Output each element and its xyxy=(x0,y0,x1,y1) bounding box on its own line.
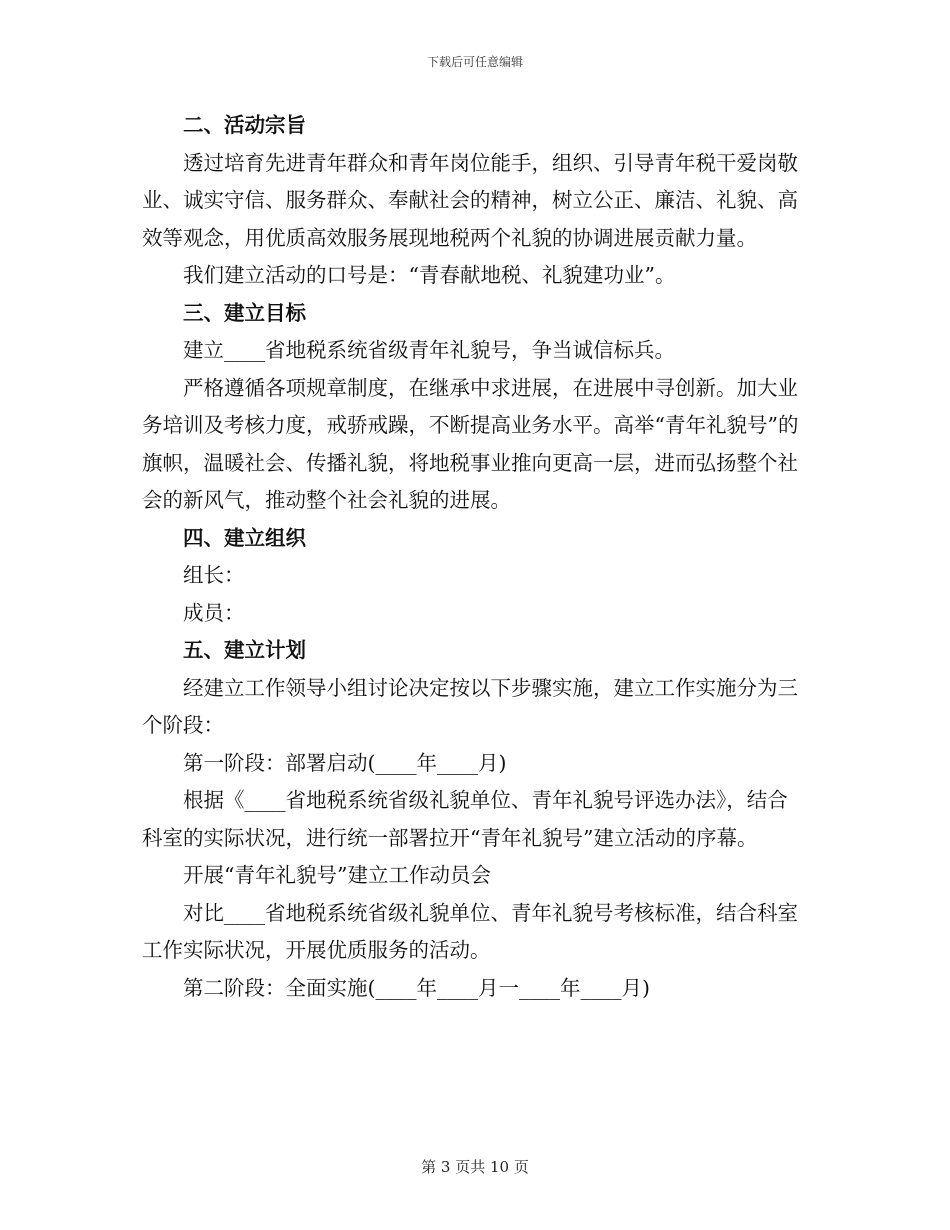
paragraph: 根据《____省地税系统省级礼貌单位、青年礼貌号评选办法》，结合科室的实际状况，进行统一部署拉开“青年礼貌号”建立活动的序幕。 xyxy=(142,788,788,850)
document-body xyxy=(142,107,802,1007)
paragraph: 经建立工作领导小组讨论决定按以下步骤实施，建立工作实施分为三个阶段： xyxy=(142,675,798,737)
paragraph: 我们建立活动的口号是：“青春献地税、礼貌建功业”。 xyxy=(183,263,676,287)
section-heading: 四、建立组织 xyxy=(183,525,306,550)
section-heading: 五、建立计划 xyxy=(183,638,306,662)
page-footer: 第 3 页共 10 页 xyxy=(421,1158,529,1176)
paragraph: 透过培育先进青年群众和青年岗位能手，组织、引导青年税干爱岗敬业、诚实守信、服务群众、奉献社会的精神，树立公正、廉洁、礼貌、高效等观念，用优质高效服务展现地税两个礼貌的协调进展贡献力量。 xyxy=(142,150,798,250)
paragraph: 对比____省地税系统省级礼貌单位、青年礼貌号考核标准，结合科室工作实际状况，开展优质服务的活动。 xyxy=(142,900,798,962)
paragraph: 成员： xyxy=(183,600,245,625)
paragraph: 开展“青年礼貌号”建立工作动员会 xyxy=(183,863,491,887)
section-heading: 二、活动宗旨 xyxy=(183,113,306,137)
paragraph: 第一阶段：部署启动(____年____月) xyxy=(183,750,507,775)
paragraph: 组长： xyxy=(183,563,245,587)
paragraph: 建立____省地税系统省级青年礼貌号，争当诚信标兵。 xyxy=(183,338,675,362)
page-header: 下载后可任意编辑 xyxy=(426,55,523,69)
paragraph: 严格遵循各项规章制度，在继承中求进展，在进展中寻创新。加大业务培训及考核力度，戒骄戒躁，不断提高业务水平。高举“青年礼貌号”的旗帜，温暖社会、传播礼貌，将地税事业推向更高一层，进而弘扬整个社会的新风气，推动整个社会礼貌的进展。 xyxy=(142,375,799,512)
paragraph: 第二阶段：全面实施(____年____月一____年____月) xyxy=(183,975,650,1000)
section-heading: 三、建立目标 xyxy=(183,300,306,325)
